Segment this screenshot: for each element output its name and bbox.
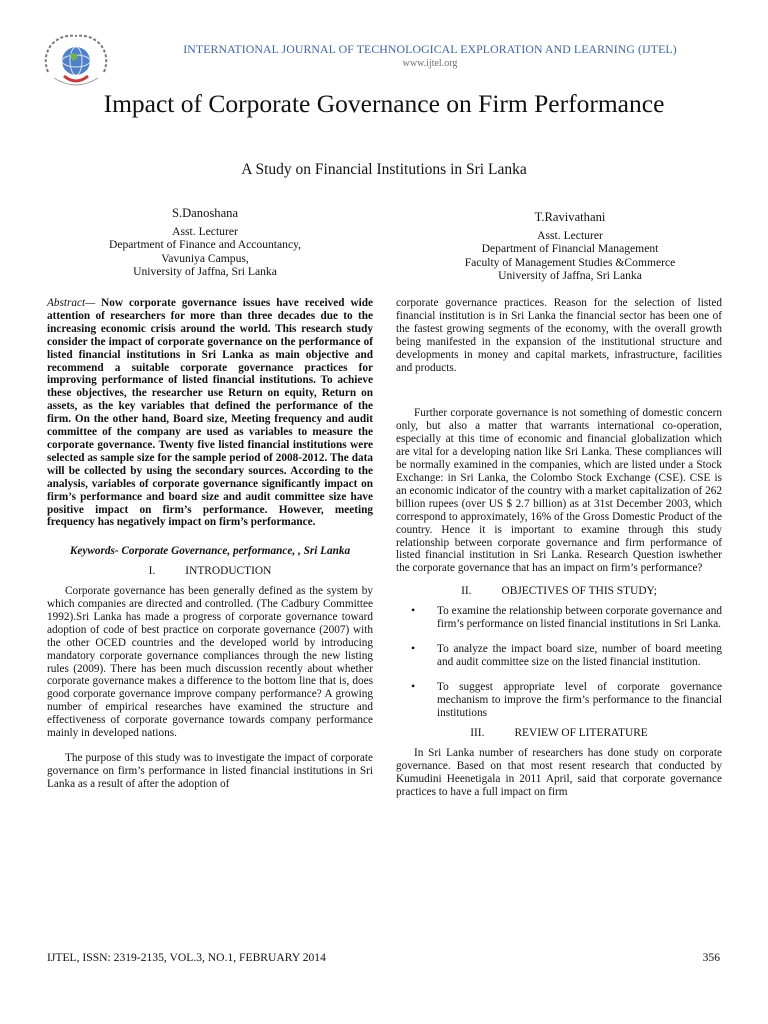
- keywords: Keywords- Corporate Governance, performance, , Sri Lanka: [69, 545, 351, 558]
- bullet-icon: •: [411, 678, 416, 693]
- abstract-text: Now corporate governance issues have received wide attention of researchers for more than three decades due to the increasing economic crisis around the world. This research study consider the impact of corporate governance on the performance of listed financial institutions in Sri Lanka as main objective and recommend a suitable corporate governance practices for improving performance of listed financial institutions. To achieve these objectives, the researcher use Return on equity, Return on assets, as the key variables that defined the performance of the firm. On the other hand, Board size, Meeting frequency and audit committee of the company are used as variables to measure the corporate governance. Twenty five listed financial institutions were selected as sample size for the sample period of 2008-2012. The data will be collected by using the secondary sources. According to the analysis, variables of corporate governance significantly impact on firm’s performance and board size and audit committee size have positive impact on firm’s performance. However, meeting frequency has negatively impact on firm’s performance.: [47, 297, 373, 529]
- list-item: [396, 678, 722, 720]
- abstract-label: Abstract—: [47, 297, 96, 309]
- list-item-text: To analyze the impact board size, number of board meeting and audit committee size on the listed financial institution.: [437, 642, 722, 668]
- journal-name: INTERNATIONAL JOURNAL OF TECHNOLOGICAL EXPLORATION AND LEARNING (IJTEL): [183, 42, 677, 56]
- section-title: INTRODUCTION: [185, 565, 272, 578]
- author-affiliation-line: Department of Financial Management: [481, 242, 659, 256]
- paper-title: Impact of Corporate Governance on Firm Performance: [103, 89, 665, 118]
- section-heading-introduction: [47, 565, 373, 578]
- author-affiliation-line: Faculty of Management Studies &Commerce: [464, 255, 676, 269]
- author-affiliation-line: Vavuniya Campus,: [161, 251, 249, 265]
- author-affiliation-line: University of Jaffna, Sri Lanka: [498, 269, 642, 283]
- body-paragraph: Further corporate governance is not something of domestic concern only, but also a matter that warrants international co-operation, especially at this time of economic and financial globalization which are vital for a developing nation like Sri Lanka. These compliances will be normally examined in the companies, which are listed under a Stock Exchange: in Sri Lanka, the Colombo Stock Exchange (CSE). CSE is an economic indicator of the country with a market capitalization of 262 billion rupees (over US $ 2.7 billion) as at 31st December 2003, which correspond to approximately, 16% of the Gross Domestic Product of the country. Hence it is important to examine through this study relationship between corporate governance and firm performance of listed financial institution in Sri Lanka. Research Question iswhether the corporate governance that has an impact on firm’s performance?: [396, 407, 722, 575]
- section-heading-objectives: [396, 585, 722, 598]
- section-title: OBJECTIVES OF THIS STUDY;: [501, 585, 657, 598]
- right-column: [396, 297, 722, 799]
- abstract: [47, 297, 373, 529]
- author-name: S.Danoshana: [171, 206, 239, 220]
- journal-url[interactable]: www.ijtel.org: [402, 58, 458, 69]
- author-name: T.Ravivathani: [534, 210, 606, 224]
- globe-logo-icon: [40, 32, 112, 90]
- footer-citation: IJTEL, ISSN: 2319-2135, VOL.3, NO.1, FEBRUARY 2014: [47, 951, 326, 964]
- section-heading-review: [396, 727, 722, 740]
- objectives-list: [396, 605, 722, 719]
- intro-paragraph: The purpose of this study was to investigate the impact of corporate governance on firm’s performance in listed financial institutions in Sri Lanka as a result of after the adoption of: [47, 752, 373, 790]
- section-number: III.: [470, 727, 485, 740]
- bullet-icon: •: [411, 603, 416, 618]
- list-item: [396, 640, 722, 669]
- list-item-text: To examine the relationship between corporate governance and firm’s performance on listed financial institutions in Sri Lanka.: [437, 605, 722, 631]
- intro-paragraph: Corporate governance has been generally defined as the system by which companies are directed and controlled. (The Cadbury Committee 1992).Sri Lanka has made a progress of corporate governance toward adoption of code of best practice on corporate governance (2007) with the other OCED countries and the developed world by introducing mandatory corporate governance compliances through the new listing rules (2009). There has been much discussion recently about whether corporate governance makes a difference to the bottom line that is, does good corporate governance improve company performance? A growing number of empirical researches have examined the structure and effectiveness of corporate governance towards company performance mainly in developed nations.: [47, 585, 373, 740]
- section-number: I.: [148, 565, 156, 578]
- paper-subtitle: A Study on Financial Institutions in Sri Lanka: [241, 161, 527, 178]
- page-number: 356: [702, 951, 720, 964]
- section-number: II.: [461, 585, 472, 598]
- journal-logo: [40, 32, 112, 90]
- section-title: REVIEW OF LITERATURE: [514, 727, 648, 740]
- list-item-text: To suggest appropriate level of corporate governance mechanism to improve the firm’s performance to the financial institutions: [437, 680, 722, 719]
- list-item: [396, 605, 722, 631]
- body-paragraph: corporate governance practices. Reason for the selection of listed financial institution is in Sri Lanka the financial sector has been one of the fastest growing segments of the economy, with the overall growth being manifested in the expansion of the institutional structure and developments in money and capital markets, infrastructure, facilities and products.: [396, 297, 722, 374]
- author-affiliation-line: Department of Finance and Accountancy,: [108, 238, 302, 252]
- bullet-icon: •: [411, 640, 416, 655]
- author-block-1: [60, 207, 350, 279]
- review-paragraph: In Sri Lanka number of researchers has done study on corporate governance. Based on that most resent research that conducted by Kumudini Heenetigala in 2011 April, said that corporate governance practices to have a full impact on firm: [396, 747, 722, 799]
- author-block-2: [410, 211, 730, 283]
- author-affiliation-line: University of Jaffna, Sri Lanka: [133, 265, 277, 279]
- author-affiliation-line: Asst. Lecturer: [537, 228, 603, 242]
- left-column: [47, 297, 373, 791]
- author-affiliation-line: Asst. Lecturer: [172, 224, 238, 238]
